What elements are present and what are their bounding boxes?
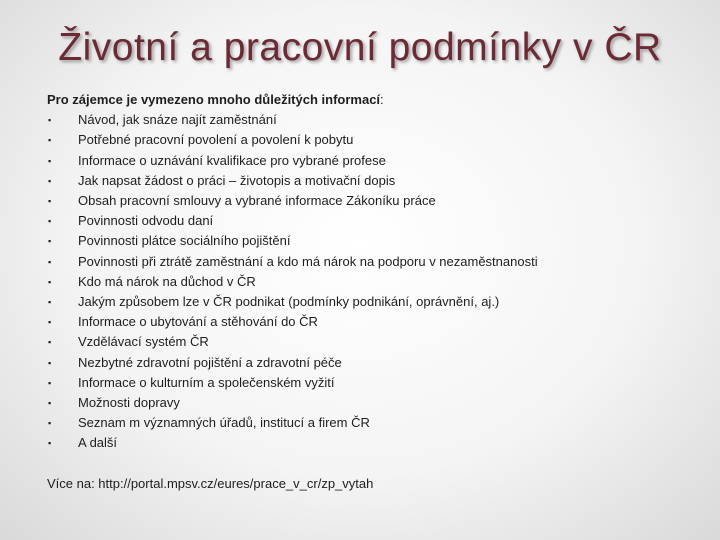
slide-content [47, 90, 697, 494]
bullet-icon: ▪ [48, 317, 52, 328]
list-item-text: Kdo má nárok na důchod v ČR [78, 273, 256, 289]
list-item-text: Povinnosti odvodu daní [78, 213, 214, 229]
list-item [47, 373, 697, 393]
list-item [47, 292, 697, 312]
list-item [47, 272, 697, 292]
bullet-icon: ▪ [48, 398, 52, 409]
list-item-text: Vzdělávací systém ČR [78, 334, 209, 350]
list-item [47, 191, 697, 211]
bullet-icon: ▪ [48, 236, 52, 247]
list-item-text: Povinnosti při ztrátě zaměstnání a kdo má nárok na podporu v nezaměstnanosti [78, 253, 538, 269]
bullet-icon: ▪ [48, 115, 52, 126]
intro-colon: : [380, 92, 384, 107]
list-item [47, 151, 697, 171]
list-item [47, 312, 697, 332]
list-item [47, 171, 697, 191]
info-list [47, 110, 697, 453]
bullet-icon: ▪ [48, 377, 52, 388]
list-item [47, 393, 697, 413]
bullet-icon: ▪ [48, 276, 52, 287]
intro-text: Pro zájemce je vymezeno mnoho důležitých informací [47, 92, 381, 107]
bullet-icon: ▪ [48, 297, 52, 308]
bullet-icon: ▪ [48, 216, 52, 227]
list-item-text: Informace o uznávání kvalifikace pro vybrané profese [78, 152, 386, 168]
slide-title: Životní a pracovní podmínky v ČR [58, 26, 662, 69]
list-item-text: Obsah pracovní smlouvy a vybrané informace Zákoníku práce [78, 193, 436, 209]
list-item [47, 231, 697, 251]
list-item-text: Nezbytné zdravotní pojištění a zdravotní péče [78, 354, 342, 370]
list-item [47, 211, 697, 231]
bullet-icon: ▪ [48, 418, 52, 429]
list-item-text: Návod, jak snáze najít zaměstnání [78, 112, 277, 128]
list-item-text: Možnosti dopravy [78, 395, 180, 411]
list-item-text: A další [78, 435, 118, 451]
bullet-icon: ▪ [48, 196, 52, 207]
list-item [47, 252, 697, 272]
bullet-icon: ▪ [48, 175, 52, 186]
list-item-text: Informace o ubytování a stěhování do ČR [78, 314, 318, 330]
list-item-text: Povinnosti plátce sociálního pojištění [78, 233, 291, 249]
bullet-icon: ▪ [48, 337, 52, 348]
list-item [47, 353, 697, 373]
bullet-icon: ▪ [48, 438, 52, 449]
bullet-icon: ▪ [48, 135, 52, 146]
bullet-icon: ▪ [48, 357, 52, 368]
list-item [47, 332, 697, 352]
intro-line [47, 90, 697, 110]
list-item [47, 130, 697, 150]
list-item-text: Jakým způsobem lze v ČR podnikat (podmínky podnikání, oprávnění, aj.) [78, 294, 500, 310]
list-item-text: Jak napsat žádost o práci – životopis a motivační dopis [78, 172, 396, 188]
more-info-link-text: Více na: http://portal.mpsv.cz/eures/prace_v_cr/zp_vytah [47, 475, 374, 491]
list-item [47, 413, 697, 433]
list-item-text: Seznam m významných úřadů, institucí a firem ČR [78, 415, 370, 431]
list-item-text: Informace o kulturním a společenském vyžití [78, 374, 335, 390]
list-item [47, 110, 697, 130]
bullet-icon: ▪ [48, 256, 52, 267]
bullet-icon: ▪ [48, 155, 52, 166]
list-item [47, 433, 697, 453]
list-item-text: Potřebné pracovní povolení a povolení k pobytu [78, 132, 354, 148]
